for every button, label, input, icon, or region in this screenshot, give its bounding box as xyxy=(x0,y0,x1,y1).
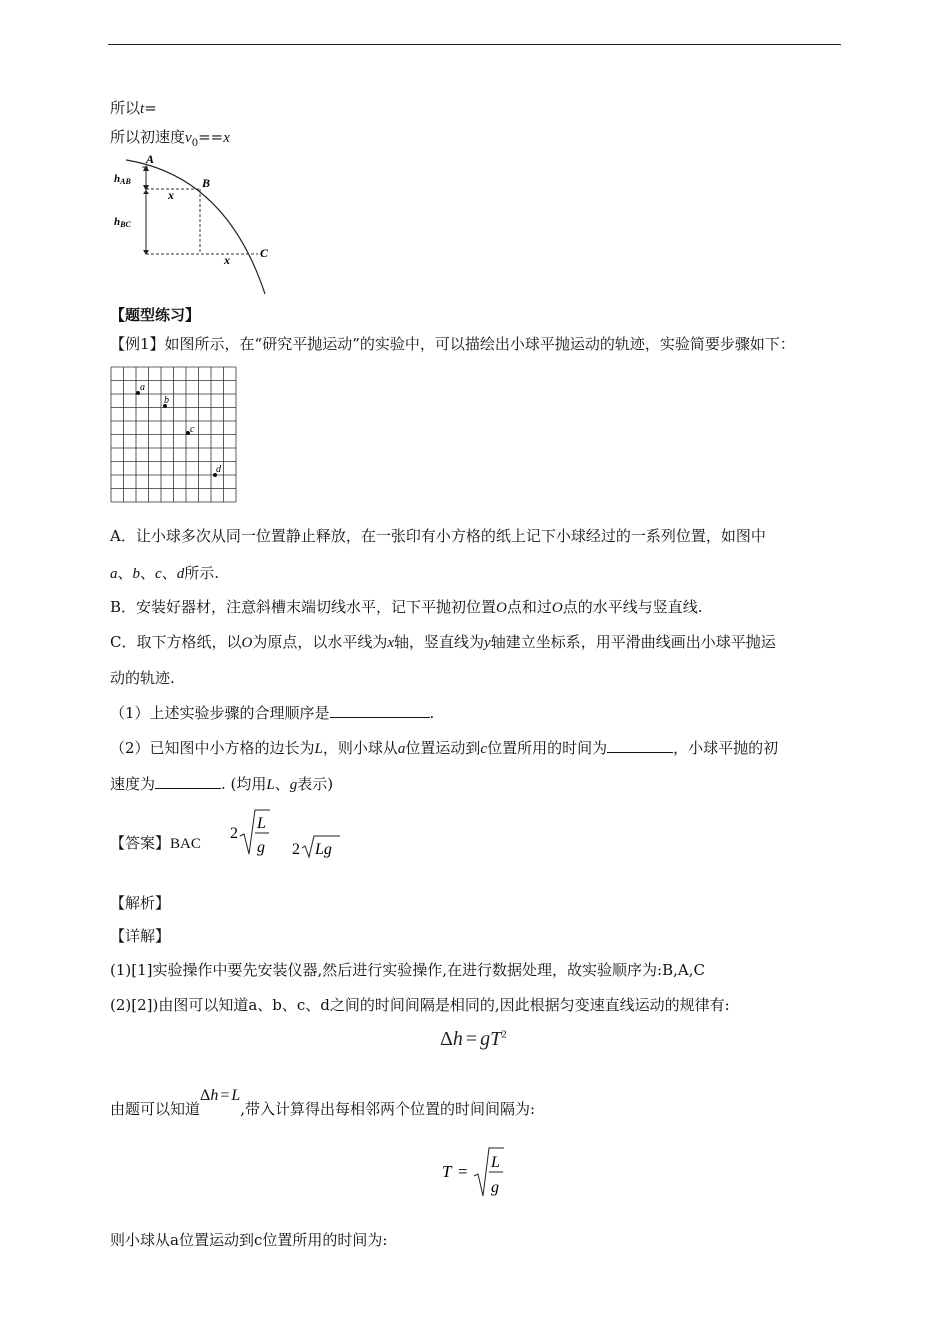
answer-coef-2: 2 xyxy=(292,841,300,858)
var-O: O xyxy=(496,600,507,616)
q2-text: （2）已知图中小方格的边长为 xyxy=(110,739,315,757)
var-T: T xyxy=(490,1028,502,1050)
trajectory-diagram xyxy=(108,150,278,298)
question-1-text: （1）上述实验步骤的合理顺序是 xyxy=(110,704,330,722)
example-line xyxy=(110,334,795,354)
sep: 、 xyxy=(161,564,177,582)
step-c-line-1 xyxy=(110,632,776,653)
answer-blank-1[interactable] xyxy=(330,703,430,718)
equals: == xyxy=(198,128,224,146)
var-L: L xyxy=(314,741,323,757)
var-L: L xyxy=(266,777,275,793)
equation-delta-h xyxy=(440,1028,507,1051)
var-a: a xyxy=(110,566,118,582)
answer-blank-2[interactable] xyxy=(607,738,673,753)
step-c-text: C．取下方格纸，以 xyxy=(110,633,242,651)
var-g: g xyxy=(289,777,298,793)
step-a-line-1: A．让小球多次从同一位置静止释放，在一张印有小方格的纸上记下小球经过的一系列位置，如图中 xyxy=(110,527,766,545)
sep: 、 xyxy=(117,564,133,582)
equals: = xyxy=(220,1087,230,1104)
var-y: y xyxy=(484,635,491,651)
label-x2: x xyxy=(224,253,230,267)
label-c: c xyxy=(190,424,195,435)
answer-prefix: 【答案】 xyxy=(110,834,171,852)
sep: 、 xyxy=(274,775,290,793)
var-c: c xyxy=(155,566,162,582)
label-C: C xyxy=(260,246,269,260)
var-x: x xyxy=(223,130,230,146)
intro-line-1 xyxy=(110,98,157,119)
eq2-equals: = xyxy=(458,1162,468,1181)
subscript-0: 0 xyxy=(191,138,199,149)
example-text: 如图所示，在“研究平抛运动”的实验中，可以描绘出小球平抛运动的轨迹，实验简要步骤如下： xyxy=(164,335,795,353)
q2-text: . (均用 xyxy=(221,775,267,793)
grid-lines xyxy=(111,367,236,502)
q2-text: ，则小球从 xyxy=(322,739,398,757)
question-1 xyxy=(110,703,434,723)
label-hBC: hBC xyxy=(114,216,131,229)
question-2-line-1 xyxy=(110,738,778,759)
question-1-tail: . xyxy=(429,704,435,722)
step-c-text: 为原点，以水平线为 xyxy=(252,633,388,651)
var-v: v xyxy=(185,130,192,146)
q2-text: ，小球平抛的初 xyxy=(673,739,779,757)
intro-text: 所以初速度 xyxy=(110,128,186,146)
var-O: O xyxy=(551,600,563,616)
arrowhead-hBC-top xyxy=(143,190,149,194)
var-h: h xyxy=(210,1087,219,1104)
answer-coef-1: 2 xyxy=(230,825,238,842)
intro-text: 所以 xyxy=(110,99,141,117)
detail-3-text: 由题可以知道 xyxy=(110,1100,201,1118)
var-g: g xyxy=(480,1028,491,1050)
grid-diagram xyxy=(110,366,240,504)
equals: = xyxy=(144,99,157,117)
sep: 、 xyxy=(140,564,156,582)
section-title: 【题型练习】 xyxy=(110,306,201,324)
var-L: L xyxy=(231,1087,241,1104)
eq2-num: L xyxy=(491,1154,500,1171)
label-hAB: hAB xyxy=(114,173,131,186)
label-d: d xyxy=(216,464,221,475)
var-h: h xyxy=(452,1028,463,1050)
header-rule xyxy=(108,44,841,45)
answer-value: BAC xyxy=(170,836,201,852)
label-b: b xyxy=(164,395,169,406)
answer-num-1: L xyxy=(257,815,266,832)
step-c-line-2: 动的轨迹. xyxy=(110,669,175,687)
q2-text: 表示) xyxy=(297,775,334,793)
var-t: t xyxy=(140,101,145,117)
equation-T xyxy=(440,1142,520,1202)
delta: Δ xyxy=(200,1087,211,1104)
eq2-T: T xyxy=(442,1162,452,1181)
inline-equation xyxy=(200,1087,240,1104)
label-A: A xyxy=(146,152,155,166)
step-c-text: 轴建立坐标系，用平滑曲线画出小球平抛运 xyxy=(490,633,776,651)
label-a: a xyxy=(140,382,145,393)
exponent: 2 xyxy=(501,1028,507,1041)
answer-formulas xyxy=(228,806,348,862)
step-b-text: 点和过 xyxy=(506,598,552,616)
var-O: O xyxy=(241,635,253,651)
delta: Δ xyxy=(440,1028,453,1050)
var-c: c xyxy=(480,741,488,757)
detail-title: 【详解】 xyxy=(110,927,171,945)
step-b-text: B．安装好器材，注意斜槽末端切线水平，记下平抛初位置 xyxy=(110,598,497,616)
question-2-line-2 xyxy=(110,774,333,795)
var-d: d xyxy=(176,566,185,582)
detail-3 xyxy=(110,1087,536,1120)
step-c-text: 轴，竖直线为 xyxy=(394,633,485,651)
eq2-den: g xyxy=(491,1179,499,1196)
answer-den-1: g xyxy=(257,839,265,856)
q2-text: 速度为 xyxy=(110,775,156,793)
label-B: B xyxy=(202,176,211,190)
example-prefix: 【例1】 xyxy=(110,335,165,353)
detail-2: (2)[2])由图可以知道a、b、c、d之间的时间间隔是相同的,因此根据匀变速直线运动的规律有: xyxy=(110,996,730,1014)
equals: = xyxy=(465,1028,478,1050)
q2-text: 位置所用的时间为 xyxy=(487,739,608,757)
answer-line xyxy=(110,833,201,854)
var-x: x xyxy=(387,635,395,651)
step-b-line xyxy=(110,597,703,618)
analysis-title: 【解析】 xyxy=(110,894,171,912)
detail-4: 则小球从a位置运动到c位置所用的时间为: xyxy=(110,1231,388,1249)
answer-blank-3[interactable] xyxy=(155,774,221,789)
step-b-text: 点的水平线与竖直线. xyxy=(562,598,703,616)
detail-3-text: ,带入计算得出每相邻两个位置的时间间隔为: xyxy=(240,1100,536,1118)
var-a: a xyxy=(397,741,406,757)
detail-1: (1)[1]实验操作中要先安装仪器,然后进行实验操作,在进行数据处理，故实验顺序为:B,A,C xyxy=(110,961,705,979)
step-a-tail: 所示. xyxy=(184,564,219,582)
var-b: b xyxy=(132,566,141,582)
answer-rad-2: Lg xyxy=(315,841,332,858)
trajectory-curve xyxy=(126,160,265,294)
step-a-line-2 xyxy=(110,563,219,584)
q2-text: 位置运动到 xyxy=(405,739,481,757)
label-x1: x xyxy=(168,188,174,202)
